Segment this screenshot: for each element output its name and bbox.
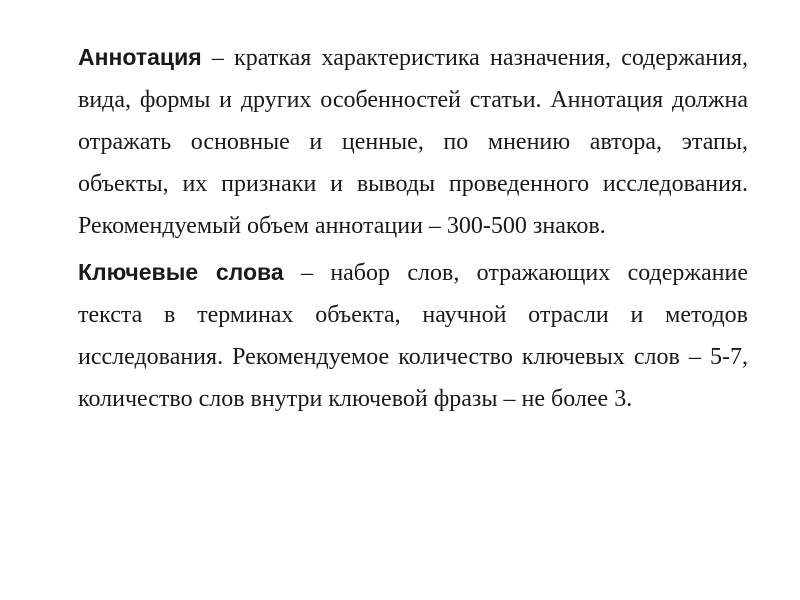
annotation-definition: – краткая характеристика назначения, содержания, вида, формы и других особенностей статьи. Аннотация должна отражать основные и ценные, по мнению автора, этапы, объекты, их признаки и выводы проведенного исследования. Рекомендуемый объем аннотации – 300-500 знаков. xyxy=(78,45,748,239)
annotation-term: Аннотация xyxy=(78,44,202,70)
slide-content xyxy=(78,36,748,420)
keywords-definition: – набор слов, отражающих содержание текста в терминах объекта, научной отрасли и методов исследования. Рекомендуемое количество ключевых слов – 5-7, количество слов внутри ключевой фразы – не более 3. xyxy=(78,260,748,412)
keywords-paragraph xyxy=(78,251,748,420)
keywords-term: Ключевые слова xyxy=(78,259,284,285)
annotation-paragraph xyxy=(78,36,748,247)
